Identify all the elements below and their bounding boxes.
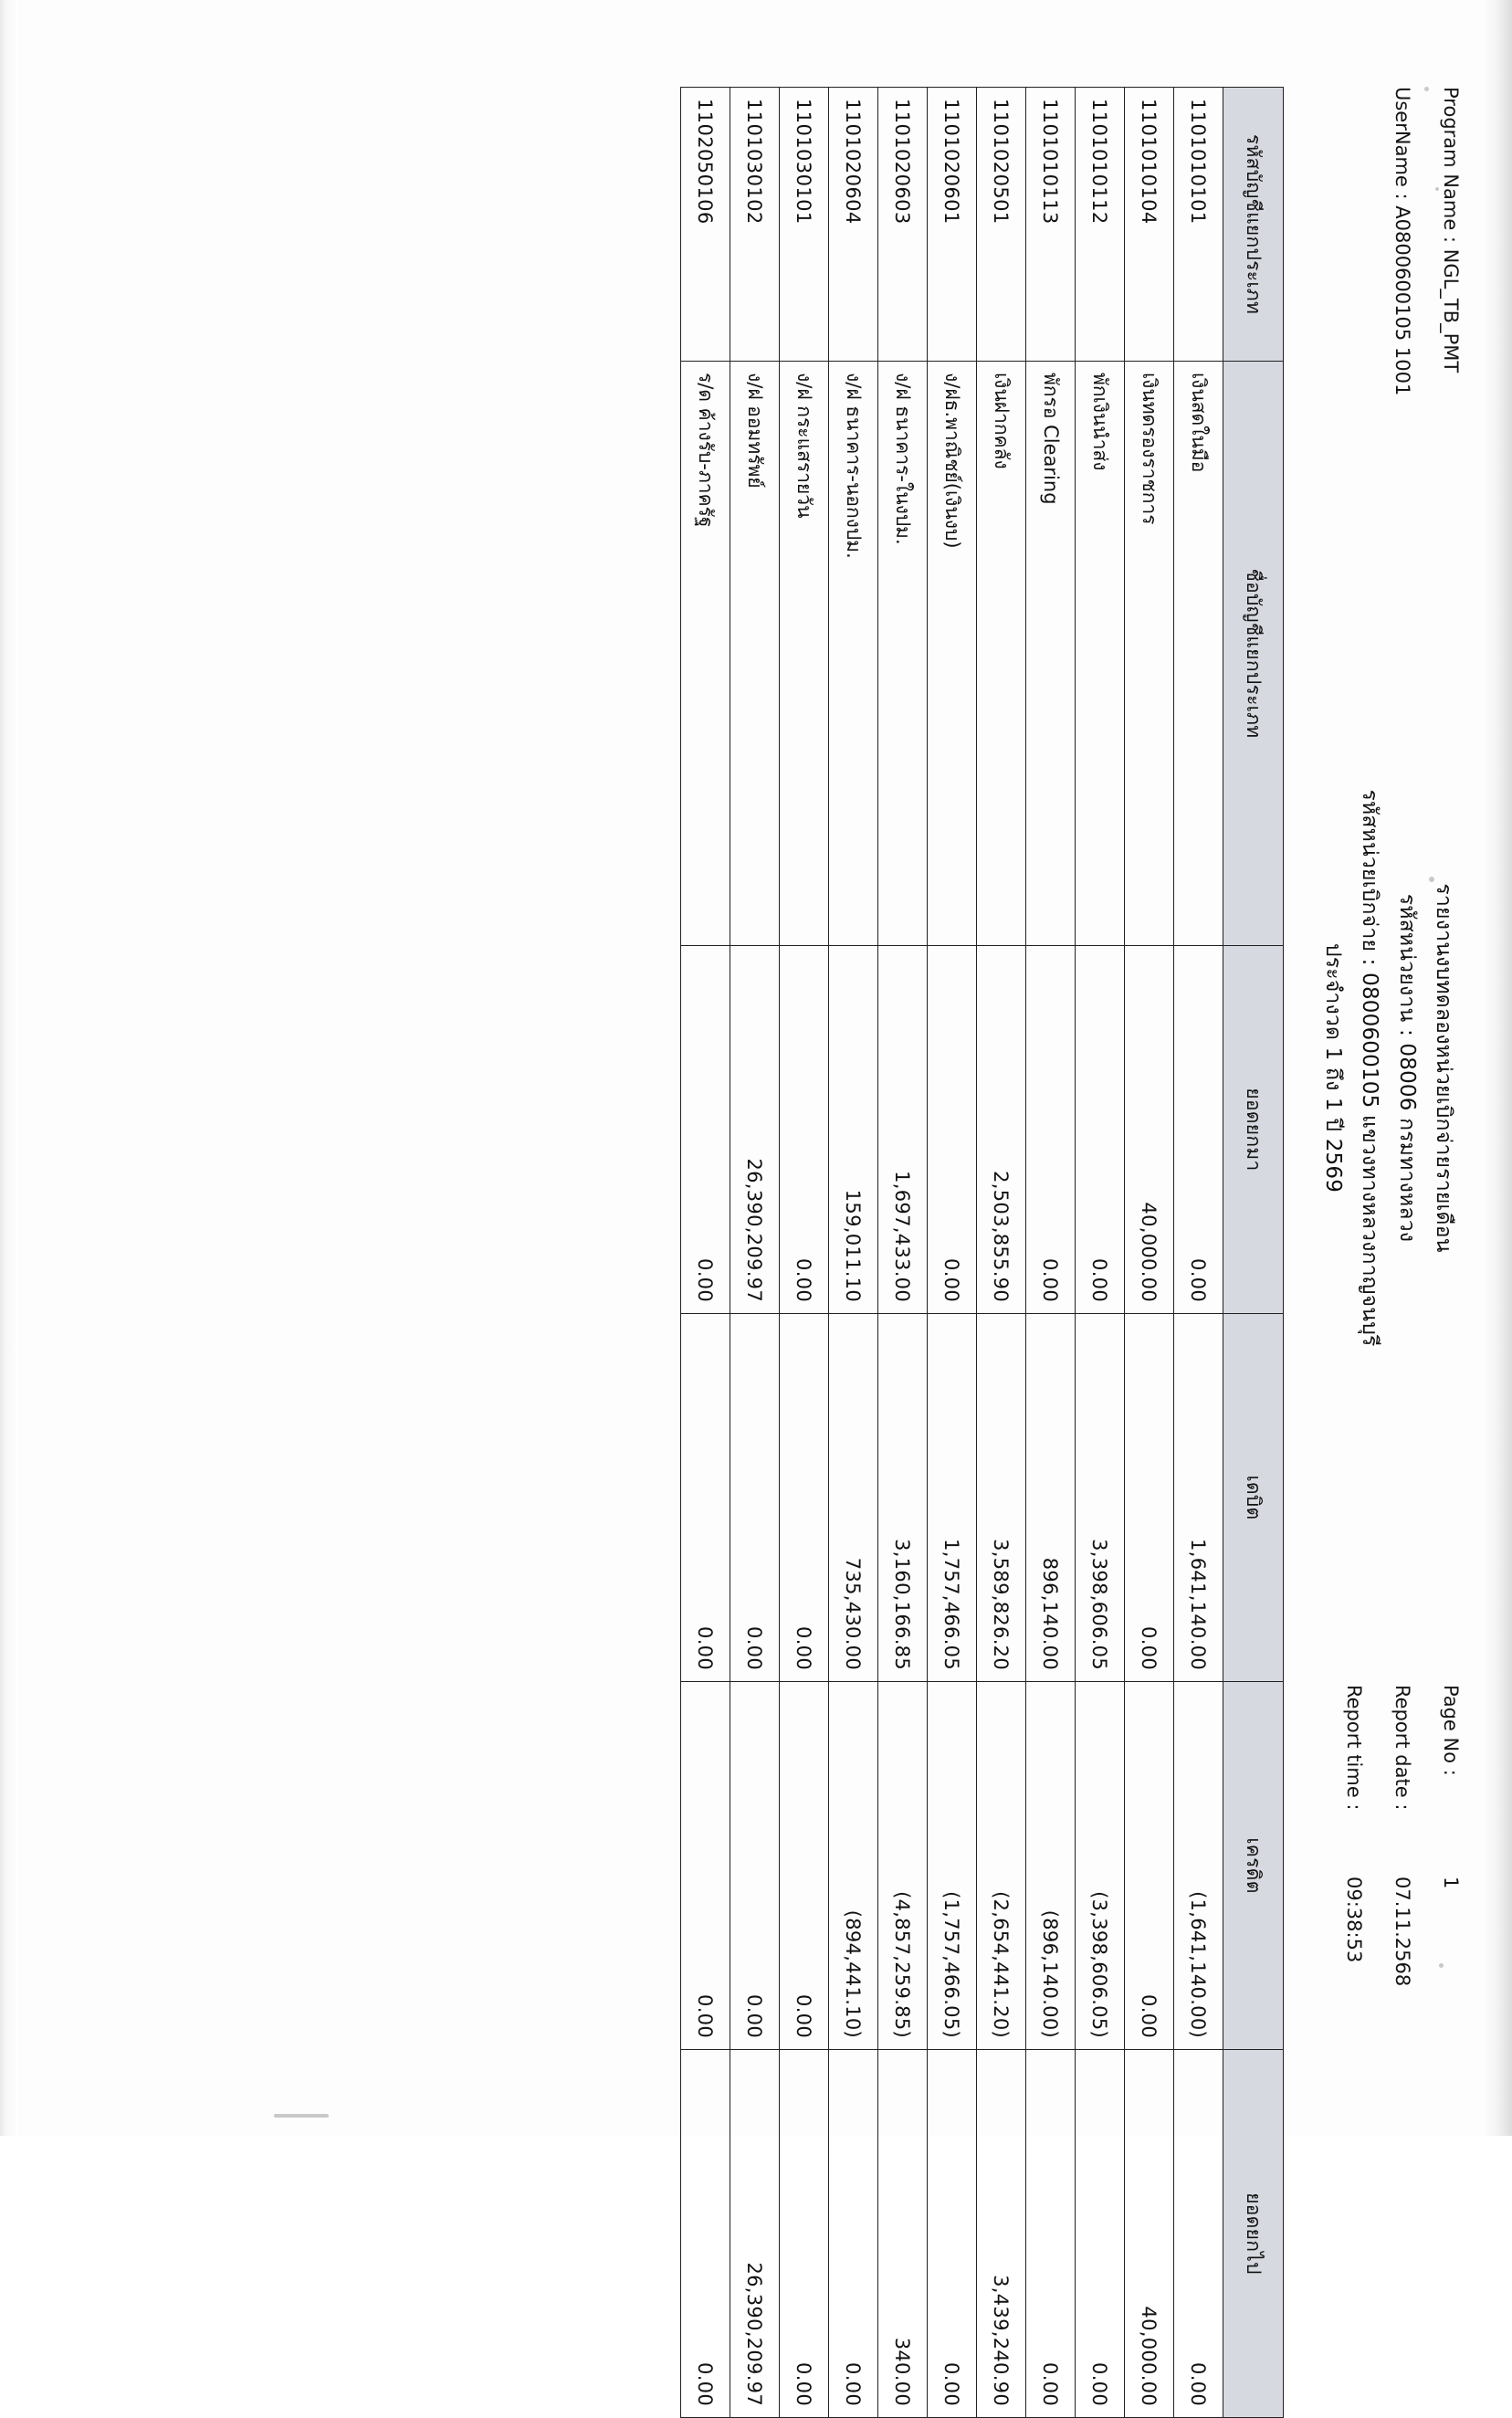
cell-account-name: ง/ฝ ธนาคาร-นอกงปม. [829, 362, 878, 946]
cell-account-code: 1101010104 [1125, 88, 1174, 362]
cell-closing: 0.00 [1076, 2050, 1125, 2418]
cell-debit: 0.00 [730, 1314, 780, 1682]
cell-debit: 0.00 [681, 1314, 730, 1682]
cell-credit: (3,398,606.05) [1076, 1682, 1125, 2050]
cell-debit: 1,757,466.05 [928, 1314, 977, 1682]
report-date-label: Report date : [1391, 1685, 1413, 1811]
report-title-line2: รหัสหน่วยงาน : 08006 กรมทางหลวง [1394, 893, 1419, 1243]
cell-account-code: 1101010101 [1174, 88, 1223, 362]
table-row [1026, 88, 1076, 2418]
header-account-code: รหัสบัญชีแยกประเภท [1223, 88, 1284, 362]
cell-credit: (896,140.00) [1026, 1682, 1076, 2050]
cell-credit: (1,757,466.05) [928, 1682, 977, 2050]
report-period: ประจำงวด 1 ถึง 1 ปี 2569 [1321, 942, 1346, 1193]
trial-balance-table [680, 87, 1284, 2418]
cell-account-code: 1101010113 [1026, 88, 1076, 362]
cell-account-name: ง/ฝ ธนาคาร-ในงปม. [878, 362, 928, 946]
cell-closing: 0.00 [681, 2050, 730, 2418]
cell-closing: 0.00 [780, 2050, 829, 2418]
table-row [1076, 88, 1125, 2418]
cell-opening: 40,000.00 [1125, 946, 1174, 1314]
table-row [977, 88, 1026, 2418]
cell-debit: 0.00 [1125, 1314, 1174, 1682]
cell-opening: 2,503,855.90 [977, 946, 1026, 1314]
cell-debit: 3,398,606.05 [1076, 1314, 1125, 1682]
cell-account-code: 1101030101 [780, 88, 829, 362]
report-time-value: 09:38:53 [1343, 1877, 1365, 1963]
cell-closing: 3,439,240.90 [977, 2050, 1026, 2418]
username-label: UserName : A0800600105 1001 [1391, 87, 1413, 396]
header-credit: เครดิต [1223, 1682, 1284, 2050]
cell-closing: 0.00 [1026, 2050, 1076, 2418]
header-opening-balance: ยอดยกมา [1223, 946, 1284, 1314]
cell-opening: 0.00 [780, 946, 829, 1314]
cell-account-name: เงินฝากคลัง [977, 362, 1026, 946]
cell-closing: 0.00 [1174, 2050, 1223, 2418]
table-row [878, 88, 928, 2418]
cell-closing: 26,390,209.97 [730, 2050, 780, 2418]
cell-closing: 0.00 [928, 2050, 977, 2418]
cell-closing: 40,000.00 [1125, 2050, 1174, 2418]
cell-credit: (2,654,441.20) [977, 1682, 1026, 2050]
report-time-label: Report time : [1343, 1685, 1365, 1811]
cell-credit: 0.00 [730, 1682, 780, 2050]
cell-opening: 1,697,433.00 [878, 946, 928, 1314]
cell-closing: 0.00 [829, 2050, 878, 2418]
report-title-block [1315, 0, 1462, 2136]
cell-account-name: ร/ด ค้างรับ-ภาครัฐ [681, 362, 730, 946]
report-date-value: 07.11.2568 [1391, 1877, 1413, 1987]
header-closing-balance: ยอดยกไป [1223, 2050, 1284, 2418]
page-no-label: Page No : [1440, 1685, 1462, 1776]
cell-credit: (4,857,259.85) [878, 1682, 928, 2050]
cell-opening: 0.00 [1026, 946, 1076, 1314]
table-row [730, 88, 780, 2418]
report-title-line1: รายงานงบทดลองหน่วยเบิกจ่ายรายเดือน [1432, 883, 1455, 1253]
program-name-label: Program Name : NGL_TB_PMT [1440, 87, 1462, 373]
cell-account-code: 1101020601 [928, 88, 977, 362]
cell-debit: 3,589,826.20 [977, 1314, 1026, 1682]
cell-opening: 0.00 [1076, 946, 1125, 1314]
cell-debit: 3,160,166.85 [878, 1314, 928, 1682]
cell-account-code: 1101020603 [878, 88, 928, 362]
table-header-row [1223, 88, 1284, 2418]
table-row [1125, 88, 1174, 2418]
cell-opening: 159,011.10 [829, 946, 878, 1314]
cell-account-name: พักเงินนำส่ง [1076, 362, 1125, 946]
page-no-value: 1 [1440, 1877, 1462, 1889]
cell-credit: 0.00 [681, 1682, 730, 2050]
cell-account-code: 1101020604 [829, 88, 878, 362]
cell-account-code: 1101030102 [730, 88, 780, 362]
cell-opening: 0.00 [928, 946, 977, 1314]
cell-account-code: 1101020501 [977, 88, 1026, 362]
table-row [829, 88, 878, 2418]
cell-credit: 0.00 [780, 1682, 829, 2050]
cell-account-name: ง/ฝ กระแสรายวัน [780, 362, 829, 946]
table-row [780, 88, 829, 2418]
cell-account-code: 1101010112 [1076, 88, 1125, 362]
header-debit: เดบิต [1223, 1314, 1284, 1682]
cell-debit: 0.00 [780, 1314, 829, 1682]
cell-opening: 0.00 [1174, 946, 1223, 1314]
table-row [1174, 88, 1223, 2418]
report-title-line3: รหัสหน่วยเบิกจ่าย : 0800600105 แขวงทางหลวงกาญจนบุรี [1358, 789, 1382, 1347]
cell-opening: 0.00 [681, 946, 730, 1314]
table-body [681, 88, 1223, 2418]
cell-account-name: เงินสดในมือ [1174, 362, 1223, 946]
cell-credit: 0.00 [1125, 1682, 1174, 2050]
cell-account-name: พักรอ Clearing [1026, 362, 1076, 946]
cell-opening: 26,390,209.97 [730, 946, 780, 1314]
cell-account-code: 1102050106 [681, 88, 730, 362]
cell-credit: (1,641,140.00) [1174, 1682, 1223, 2050]
cell-account-name: เงินทดรองราชการ [1125, 362, 1174, 946]
cell-account-name: ง/ฝ ออมทรัพย์ [730, 362, 780, 946]
cell-closing: 340.00 [878, 2050, 928, 2418]
table-row [928, 88, 977, 2418]
cell-credit: (894,441.10) [829, 1682, 878, 2050]
cell-debit: 1,641,140.00 [1174, 1314, 1223, 1682]
cell-account-name: ง/ฝธ.พาณิชย์(เงินงบ) [928, 362, 977, 946]
cell-debit: 735,430.00 [829, 1314, 878, 1682]
header-account-name: ชื่อบัญชีแยกประเภท [1223, 362, 1284, 946]
cell-debit: 896,140.00 [1026, 1314, 1076, 1682]
table-row [681, 88, 730, 2418]
